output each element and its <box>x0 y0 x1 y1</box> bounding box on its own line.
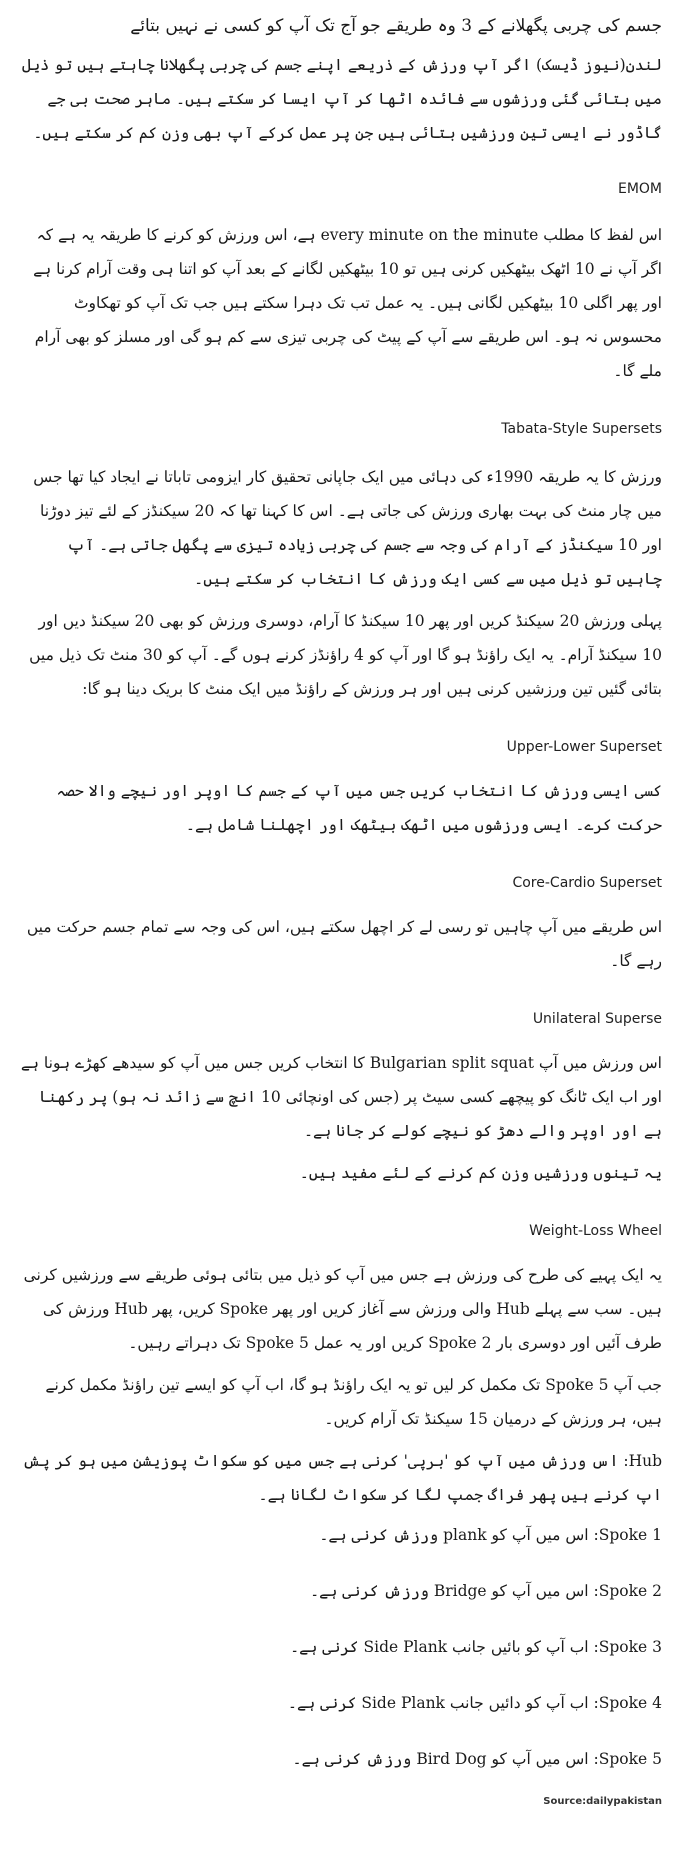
article-title: جسم کی چربی پگھلانے کے 3 وہ طریقے جو آج تک آپ کو کسی نے نہیں بتائے <box>130 16 662 36</box>
hub-paragraph: Hub: اس ورزش میں آپ کو 'برپی' کرنی ہے جس میں کو سکواٹ پوزیشن میں ہو کر پش اپ کرنے ہیں پھر فراگ جمپ لگا کر سکواٹ لگانا ہے۔ <box>22 1452 662 1504</box>
emom-heading: EMOM <box>617 181 662 197</box>
unilateral-heading: Unilateral Superse <box>532 1011 662 1027</box>
spoke-list <box>18 1520 662 1774</box>
unilateral-paragraph-1: اس ورزش میں آپ Bulgarian split squat کا انتخاب کریں جس میں آپ کو سیدھے کھڑے ہونا ہے اور اب ایک ٹانگ کو پیچھے کسی سیٹ پر (جس کی اونچائی 10 انچ سے زائد نہ ہو) پر رکھنا ہے اور اوپر والے دھڑ کو نیچے کولے کر جانا ہے۔ <box>20 1054 662 1140</box>
wheel-paragraph-2: جب آپ Spoke 5 تک مکمل کر لیں تو یہ ایک راؤنڈ ہو گا، اب آپ کو ایسے تین راؤنڈ مکمل کرنے ہیں، ہر ورزش کے درمیان 15 سیکنڈ تک آرام کریں۔ <box>45 1376 662 1428</box>
upper-lower-paragraph: کسی ایسی ورزش کا انتخاب کریں جس میں آپ کے جسم کا اوپر اور نیچے والا حصہ حرکت کرے۔ ایسی ورزشوں میں اٹھک بیٹھک اور اچھلنا شامل ہے۔ <box>56 782 662 834</box>
spoke-item: Spoke 1: اس میں آپ کو plank ورزش کرنی ہے۔ <box>319 1526 662 1544</box>
tabata-heading: Tabata-Style Supersets <box>501 421 662 437</box>
spoke-item: Spoke 4: اب آپ کو دائیں جانب Side Plank کرنی ہے۔ <box>287 1694 662 1712</box>
spoke-item: Spoke 3: اب آپ کو بائیں جانب Side Plank کرنی ہے۔ <box>290 1638 662 1656</box>
spoke-item: Spoke 2: اس میں آپ کو Bridge ورزش کرنی ہے۔ <box>310 1582 662 1600</box>
article-body <box>18 12 662 1807</box>
weight-loss-wheel-heading: Weight-Loss Wheel <box>529 1223 662 1239</box>
spoke-item: Spoke 5: اس میں آپ کو Bird Dog ورزش کرنی ہے۔ <box>292 1750 662 1768</box>
upper-lower-heading: Upper-Lower Superset <box>506 739 662 755</box>
wheel-paragraph-1: یہ ایک پہیے کی طرح کی ورزش ہے جس میں آپ کو ذیل میں بتائی ہوئی طریقے سے ورزشیں کرنی ہیں۔ سب سے پہلے Hub والی ورزش سے آغاز کریں اور پھر Spoke کریں، پھر Hub ورزش کی طرف آئیں اور دوسری بار 2 Spoke کریں اور یہ عمل Spoke 5 تک دہراتے رہیں۔ <box>23 1266 662 1352</box>
intro-paragraph: لندن(نیوز ڈیسک) اگر آپ ورزش کے ذریعے اپنے جسم کی چربی پگھلانا چاہتے ہیں تو ذیل میں بتائی گئی ورزشوں سے فائدہ اٹھا کر آپ ایسا کر سکتے ہیں۔ ماہر صحت بی جے گاڈور نے ایسی تین ورزشیں بتائی ہیں جن پر عمل کرکے آپ بھی وزن کم کر سکتے ہیں۔ <box>21 56 662 142</box>
tabata-paragraph-2: پہلی ورزش 20 سیکنڈ کریں اور پھر 10 سیکنڈ کا آرام، دوسری ورزش کو بھی 20 سیکنڈ دیں اور 10 سیکنڈ آرام۔ یہ ایک راؤنڈ ہو گا اور آپ کو 4 راؤنڈز کرنے ہوں گے۔ آپ کو 30 منٹ تک ذیل میں بتائی گئیں تین ورزشیں کرنی ہیں اور ہر ورزش کے راؤنڈ میں ایک منٹ کا بریک دینا ہو گا: <box>29 612 662 698</box>
core-cardio-heading: Core-Cardio Superset <box>512 875 662 891</box>
unilateral-paragraph-2: یہ تینوں ورزشیں وزن کم کرنے کے لئے مفید ہیں۔ <box>299 1164 662 1182</box>
source-credit: Source:dailypakistan <box>543 1796 662 1807</box>
emom-paragraph: اس لفظ کا مطلب every minute on the minute ہے، اس ورزش کو کرنے کا طریقہ یہ ہے کہ اگر آپ نے 10 اٹھک بیٹھکیں کرنی ہیں تو 10 بیٹھکیں لگانے کے بعد آپ کو اتنا ہی وقت آرام کرنا ہے اور پھر اگلی 10 بیٹھکیں لگانی ہیں۔ یہ عمل تب تک دہرا سکتے ہیں جب تک آپ کو تھکاوٹ محسوس نہ ہو۔ اس طریقے سے آپ کے پیٹ کی چربی تیزی سے کم ہو گی اور مسلز کو بھی آرام ملے گا۔ <box>33 226 662 380</box>
tabata-paragraph-1: ورزش کا یہ طریقہ 1990ء کی دہائی میں ایک جاپانی تحقیق کار ایزومی تاباتا نے ایجاد کیا تھا جس میں چار منٹ کی بہت بھاری ورزش کی جاتی ہے۔ اس کا کہنا تھا کہ 20 سیکنڈز کے لئے تیز دوڑنا اور 10 سیکنڈز کے آرام کی وجہ سے جسم کی چربی زیادہ تیزی سے پگھل جاتی ہے۔ آپ چاہیں تو ذیل میں سے کسی ایک ورزش کا انتخاب کر سکتے ہیں۔ <box>33 468 662 588</box>
core-cardio-paragraph: اس طریقے میں آپ چاہیں تو رسی لے کر اچھل سکتے ہیں، اس کی وجہ سے تمام جسم حرکت میں رہے گا۔ <box>26 918 662 970</box>
